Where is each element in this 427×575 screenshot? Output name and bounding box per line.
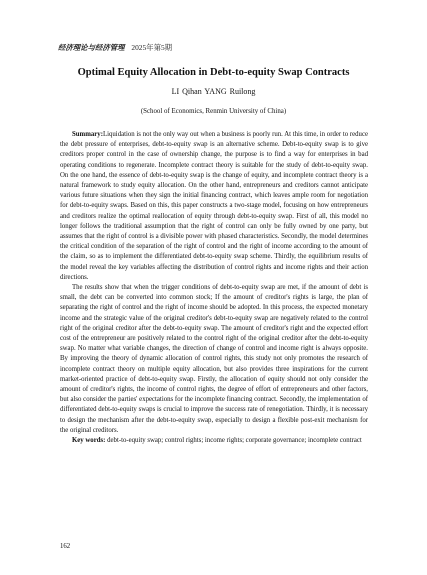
- keywords-label: Key words:: [72, 437, 106, 445]
- journal-name: 经济理论与经济管理: [58, 43, 125, 52]
- summary-text-1: Liquidation is not the only way out when a business is poorly run. At this time, in order to reduce the debt pressure of enterprises, debt-to-equity swap is an alternative scheme. Debt-to-equity swap is to give creditors proper control in the case of ownership change, the purpose is to find a way for enterprises in bad operating conditions to regenerate. Incomplete contract theory is suitable for the study of debt-to-equity swap. On the one hand, the essence of debt-to-equity swap is the change of equity, and incomplete contract theory is a natural framework to study equity allocation. On the other hand, entrepreneurs and creditors cannot anticipate various future situations when they sign the initial financing contract, which leaves ample room for negotiation for debt-to-equity swaps. Based on this, this paper constructs a two-stage model, focusing on how entrepreneurs and creditors realize the optimal reallocation of equity through debt-to-equity swap. First of all, this model no longer follows the traditional assumption that the right of control can only be fully owned by one party, but assumes that the right of control is a divisible power with phased characteristics. Secondly, the model determines the critical condition of the separation of the right of control and the right of income according to the amount of the claim, so as to implement the differentiated debt-to-equity swap scheme. Thirdly, the equilibrium results of the model reveal the key variables affecting the distribution of control rights and income rights and their action directions.: [60, 131, 368, 281]
- page-number: 162: [60, 543, 71, 550]
- keywords-paragraph: [60, 436, 368, 446]
- journal-header: [58, 42, 172, 53]
- summary-paragraph-1: [60, 130, 368, 283]
- summary-paragraph-2: [60, 283, 368, 436]
- paper-authors: LI Qihan YANG Ruilong: [171, 87, 256, 96]
- summary-label: Summary:: [72, 131, 103, 138]
- journal-issue: 2025年第5期: [131, 43, 173, 52]
- summary-text-2: The results show that when the trigger conditions of debt-to-equity swap are met, if the amount of debt is small, the debt can be converted into common stock; If the amount of creditor's rights is large, the plan of separating the right of control and the right of income should be adopted. In this process, the expected monetary income and the strategic value of the original creditor's debt-to-equity swap are negatively related to the control right of the original creditor after the debt-to-equity swap. The amount of creditor's right and the expected effort cost of the entrepreneur are positively related to the control right of the original creditor after the debt-to-equity swap. No matter what variable changes, the direction of change of control and income right is always opposite. By improving the theory of dynamic allocation of control rights, this study not only promotes the research of incomplete contract theory on multiple equity allocation, but also provides three inspirations for the current market-oriented practice of debt-to-equity swap. Firstly, the allocation of equity should not only consider the amount of creditor's rights, the income of control rights, the degree of effort of entrepreneurs and other factors, but also consider the parties' expectations for the incomplete financing contract. Secondly, the implementation of differentiated debt-to-equity swaps is crucial to improve the success rate of renegotiation. Thirdly, it is necessary to design the mechanism after the debt-to-equity swap, especially to design a flexible post-exit mechanism for the original creditors.: [60, 284, 368, 434]
- keywords-text: debt-to-equity swap; control rights; income rights; corporate governance; incomplete contract: [107, 437, 362, 445]
- paper-title: Optimal Equity Allocation in Debt-to-equity Swap Contracts: [77, 67, 350, 78]
- abstract-body: [60, 130, 368, 446]
- author-affiliation: (School of Economics, Renmin University of China): [140, 108, 287, 115]
